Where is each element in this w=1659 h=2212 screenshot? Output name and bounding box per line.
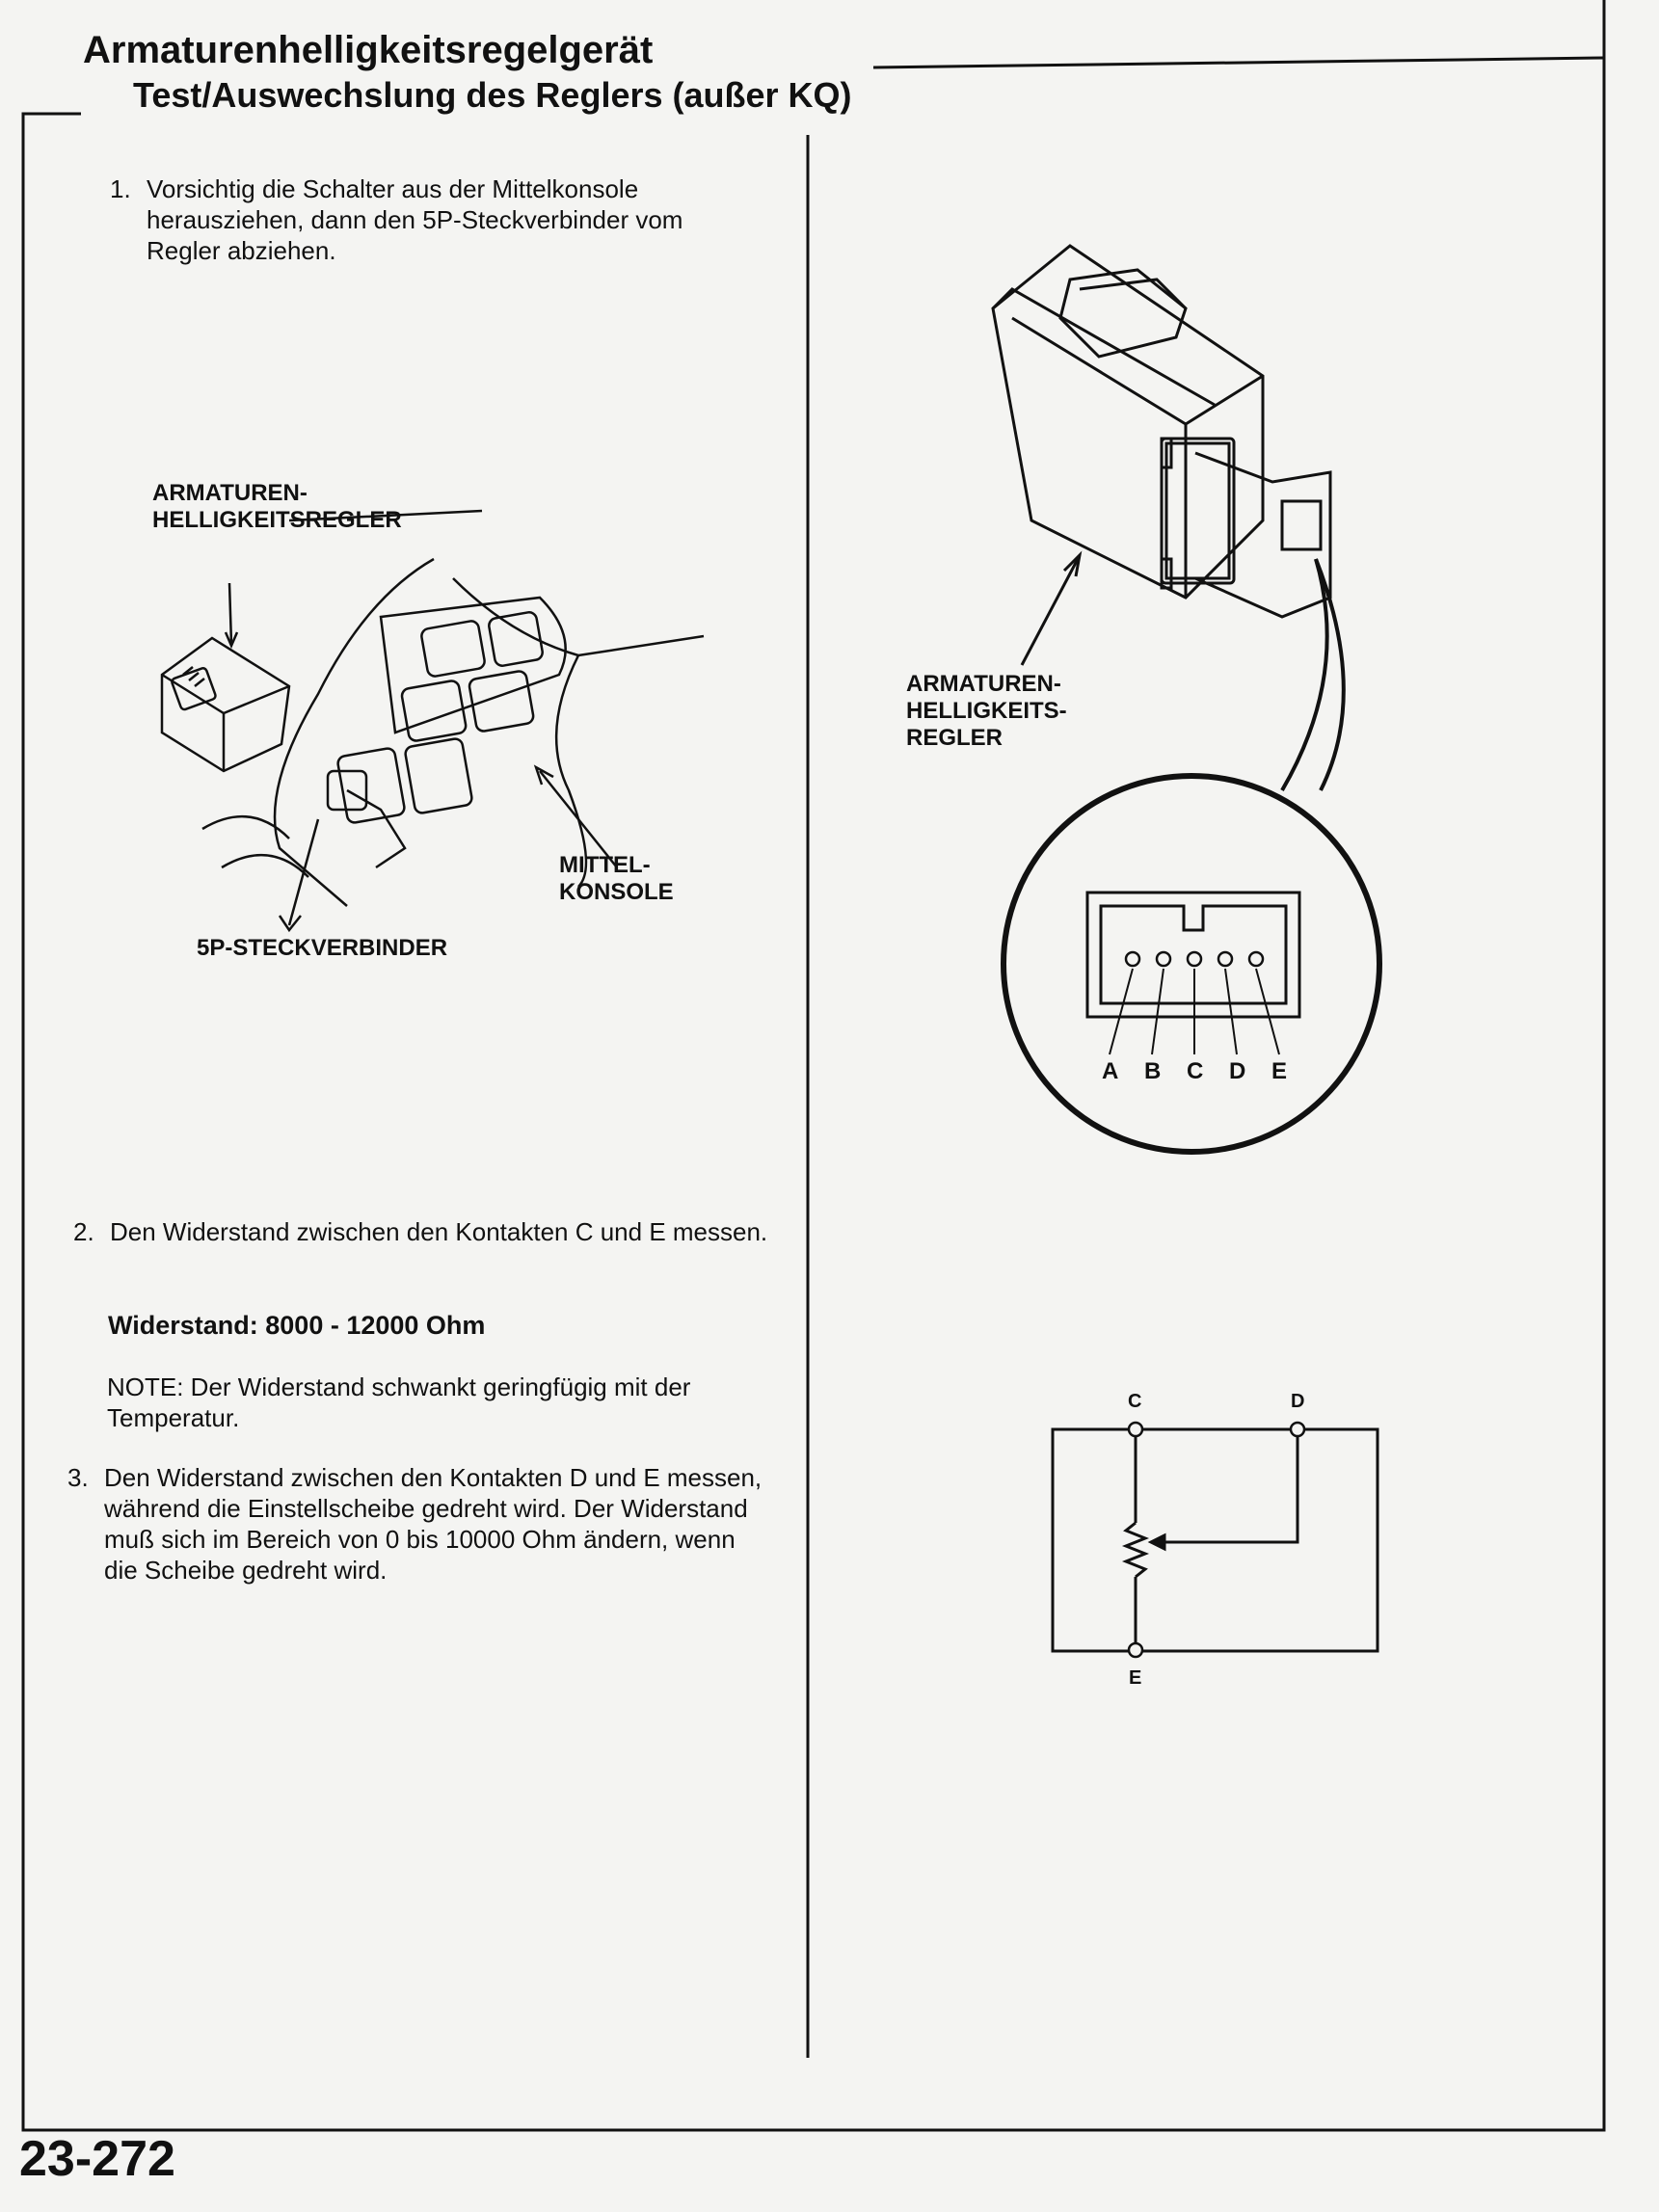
pin-label-e: E	[1271, 1058, 1288, 1084]
pin-label-c: C	[1187, 1058, 1204, 1084]
resistance-spec: Widerstand: 8000 - 12000 Ohm	[108, 1311, 486, 1340]
pin-label-a: A	[1102, 1058, 1119, 1084]
step-1-number: 1.	[110, 174, 131, 203]
schematic-label-d: D	[1291, 1391, 1305, 1412]
schematic-label-e: E	[1129, 1667, 1142, 1689]
schematic-outer-loop	[1053, 1429, 1378, 1651]
step-1-text: Vorsichtig die Schalter aus der Mittelkonsole herausziehen, dann den 5P-Steckverbinder vom Regler abziehen.	[147, 174, 683, 265]
label-regler: ARMATUREN- HELLIGKEITSREGLER	[152, 480, 402, 533]
schematic-label-c: C	[1128, 1391, 1142, 1412]
potentiometer-symbol	[1126, 1523, 1145, 1577]
terminal-c-node	[1129, 1423, 1142, 1436]
step-3-text: Den Widerstand zwischen den Kontakten D und E messen, während die Einstellscheibe gedreht wird. Der Widerstand muß sich im Bereich von 0 bis 10000 Ohm ändern, wenn die Scheibe gedreht wird.	[104, 1463, 763, 1585]
step-2-number: 2.	[73, 1217, 94, 1246]
page-subtitle: Test/Auswechslung des Reglers (außer KQ)	[133, 75, 852, 115]
wiper-arrow	[1151, 1535, 1164, 1549]
step-3-number: 3.	[67, 1463, 89, 1492]
note-temperature: NOTE: Der Widerstand schwankt geringfügig mit der Temperatur.	[107, 1373, 691, 1432]
terminal-d-node	[1291, 1423, 1304, 1436]
step-1	[110, 173, 763, 266]
page-title: Armaturenhelligkeitsregelgerät	[83, 29, 654, 71]
step-2-text: Den Widerstand zwischen den Kontakten C und E messen.	[110, 1217, 768, 1246]
label-5p-steckverbinder: 5P-STECKVERBINDER	[197, 935, 448, 961]
label-mittelkonsole: MITTEL- KONSOLE	[559, 852, 674, 905]
step-2	[73, 1216, 770, 1247]
pin-label-d: D	[1229, 1058, 1246, 1084]
pin-label-b: B	[1144, 1058, 1162, 1084]
step-3	[67, 1462, 774, 1586]
label-regler-large: ARMATUREN- HELLIGKEITS- REGLER	[906, 671, 1067, 751]
terminal-e-node	[1129, 1643, 1142, 1657]
wiper-lead	[1153, 1431, 1298, 1542]
page-number: 23-272	[19, 2131, 175, 2187]
